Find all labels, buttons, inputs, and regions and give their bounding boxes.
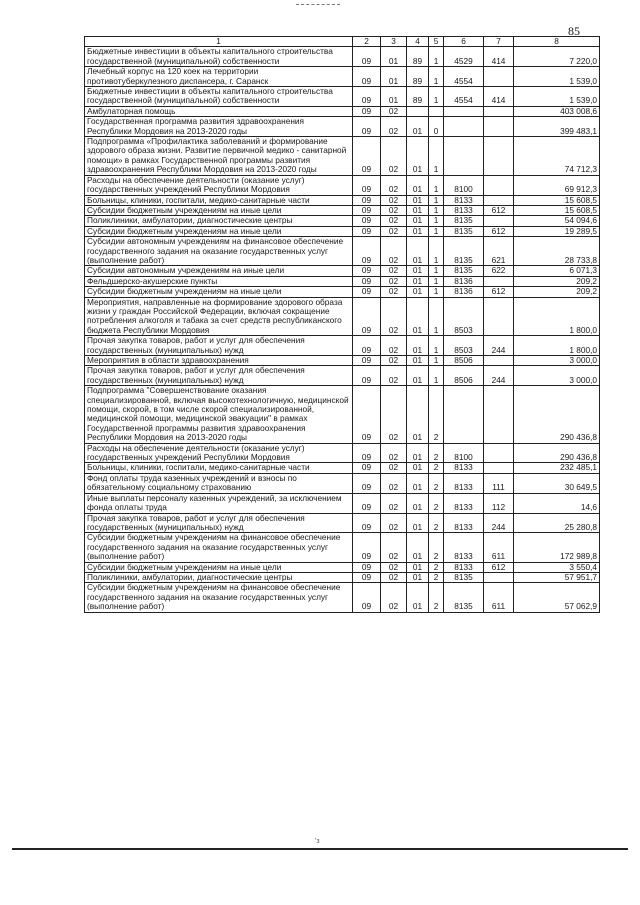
cell-target-code: 8133 bbox=[444, 562, 484, 572]
cell-subsection: 02 bbox=[381, 583, 407, 612]
cell-section: 09 bbox=[353, 386, 381, 443]
cell-amount: 3 000,0 bbox=[514, 366, 600, 386]
cell-section: 09 bbox=[353, 117, 381, 137]
cell-subprogram: 2 bbox=[429, 583, 444, 612]
cell-amount: 19 289,5 bbox=[514, 226, 600, 236]
cell-section: 09 bbox=[353, 356, 381, 366]
cell-amount: 3 550,4 bbox=[514, 562, 600, 572]
cell-section: 09 bbox=[353, 473, 381, 493]
cell-target-code: 8100 bbox=[444, 443, 484, 463]
cell-program: 89 bbox=[407, 87, 429, 107]
cell-expense-type bbox=[484, 67, 514, 87]
cell-section: 09 bbox=[353, 583, 381, 612]
cell-program: 01 bbox=[407, 463, 429, 473]
cell-program: 01 bbox=[407, 205, 429, 215]
cell-subsection: 02 bbox=[381, 175, 407, 195]
cell-section: 09 bbox=[353, 266, 381, 276]
cell-section: 09 bbox=[353, 493, 381, 513]
cell-expense-type: 244 bbox=[484, 513, 514, 533]
header-col-6: 6 bbox=[444, 37, 484, 47]
cell-target-code: 8133 bbox=[444, 195, 484, 205]
cell-subprogram: 1 bbox=[429, 195, 444, 205]
cell-target-code: 8135 bbox=[444, 572, 484, 582]
table-row bbox=[85, 276, 600, 286]
cell-amount: 1 800,0 bbox=[514, 297, 600, 336]
cell-subprogram: 2 bbox=[429, 533, 444, 562]
cell-section: 09 bbox=[353, 87, 381, 107]
header-col-7: 7 bbox=[484, 37, 514, 47]
table-row bbox=[85, 572, 600, 582]
table-row bbox=[85, 195, 600, 205]
cell-subsection: 02 bbox=[381, 562, 407, 572]
cell-section: 09 bbox=[353, 106, 381, 116]
cell-amount: 209,2 bbox=[514, 276, 600, 286]
table-row bbox=[85, 386, 600, 443]
cell-subsection: 02 bbox=[381, 276, 407, 286]
cell-amount: 1 539,0 bbox=[514, 87, 600, 107]
cell-amount: 6 071,3 bbox=[514, 266, 600, 276]
cell-amount: 15 608,5 bbox=[514, 205, 600, 215]
cell-section: 09 bbox=[353, 237, 381, 266]
cell-name: Субсидии бюджетным учреждениям на финансовое обеспечение государственного задания на оказание государственных услуг (выполнение работ) bbox=[85, 583, 353, 612]
cell-subprogram: 1 bbox=[429, 87, 444, 107]
cell-expense-type: 244 bbox=[484, 336, 514, 356]
cell-subprogram: 1 bbox=[429, 297, 444, 336]
cell-amount: 403 008,6 bbox=[514, 106, 600, 116]
cell-program bbox=[407, 106, 429, 116]
cell-subsection: 02 bbox=[381, 443, 407, 463]
cell-name: Прочая закупка товаров, работ и услуг для обеспечения государственных (муниципальных) нужд bbox=[85, 513, 353, 533]
cell-target-code: 8133 bbox=[444, 493, 484, 513]
cell-subprogram: 0 bbox=[429, 117, 444, 137]
cell-section: 09 bbox=[353, 336, 381, 356]
cell-program: 01 bbox=[407, 266, 429, 276]
cell-program: 01 bbox=[407, 572, 429, 582]
table-row bbox=[85, 473, 600, 493]
cell-section: 09 bbox=[353, 175, 381, 195]
cell-program: 01 bbox=[407, 276, 429, 286]
cell-program: 01 bbox=[407, 336, 429, 356]
table-row bbox=[85, 67, 600, 87]
cell-target-code: 8503 bbox=[444, 336, 484, 356]
cell-expense-type: 244 bbox=[484, 366, 514, 386]
cell-amount: 30 649,5 bbox=[514, 473, 600, 493]
cell-section: 09 bbox=[353, 463, 381, 473]
table-row bbox=[85, 175, 600, 195]
cell-subsection: 02 bbox=[381, 237, 407, 266]
cell-target-code: 8133 bbox=[444, 205, 484, 215]
cell-subsection: 02 bbox=[381, 195, 407, 205]
cell-amount: 14,6 bbox=[514, 493, 600, 513]
cell-program: 01 bbox=[407, 366, 429, 386]
cell-target-code: 8135 bbox=[444, 237, 484, 266]
cell-program: 01 bbox=[407, 137, 429, 176]
cell-amount: 54 094,6 bbox=[514, 216, 600, 226]
cell-program: 01 bbox=[407, 297, 429, 336]
table-row bbox=[85, 226, 600, 236]
cell-name: Субсидии бюджетным учреждениям на иные цели bbox=[85, 562, 353, 572]
cell-section: 09 bbox=[353, 443, 381, 463]
cell-section: 09 bbox=[353, 366, 381, 386]
cell-program: 01 bbox=[407, 356, 429, 366]
cell-program: 01 bbox=[407, 237, 429, 266]
cell-program: 01 bbox=[407, 562, 429, 572]
cell-target-code: 8135 bbox=[444, 583, 484, 612]
cell-subprogram: 1 bbox=[429, 137, 444, 176]
table-row bbox=[85, 463, 600, 473]
table-row bbox=[85, 336, 600, 356]
cell-section: 09 bbox=[353, 572, 381, 582]
cell-subprogram: 2 bbox=[429, 463, 444, 473]
cell-amount: 25 280,8 bbox=[514, 513, 600, 533]
table-body bbox=[85, 47, 600, 612]
cell-name: Субсидии бюджетным учреждениям на финансовое обеспечение государственного задания на оказание государственных услуг (выполнение работ) bbox=[85, 533, 353, 562]
cell-expense-type: 414 bbox=[484, 47, 514, 67]
table-header-row bbox=[85, 37, 600, 47]
cell-program: 01 bbox=[407, 386, 429, 443]
cell-subprogram: 2 bbox=[429, 386, 444, 443]
cell-amount: 69 912,3 bbox=[514, 175, 600, 195]
table-row bbox=[85, 137, 600, 176]
cell-amount: 172 989,8 bbox=[514, 533, 600, 562]
cell-subsection: 02 bbox=[381, 106, 407, 116]
cell-target-code: 8133 bbox=[444, 473, 484, 493]
cell-target-code: 4554 bbox=[444, 67, 484, 87]
cell-amount: 1 800,0 bbox=[514, 336, 600, 356]
cell-name: Мероприятия, направленные на формирование здорового образа жизни у граждан Российской Федерации, включая сокращение потребления алкоголя и табака за счет средств республиканского бюджета Республики Мордовия bbox=[85, 297, 353, 336]
cell-target-code: 8135 bbox=[444, 266, 484, 276]
cell-subprogram: 1 bbox=[429, 175, 444, 195]
table-row bbox=[85, 356, 600, 366]
table-row bbox=[85, 297, 600, 336]
cell-expense-type: 111 bbox=[484, 473, 514, 493]
cell-target-code: 8506 bbox=[444, 356, 484, 366]
cell-expense-type: 621 bbox=[484, 237, 514, 266]
cell-section: 09 bbox=[353, 513, 381, 533]
cell-program: 01 bbox=[407, 117, 429, 137]
table-row bbox=[85, 216, 600, 226]
table-row bbox=[85, 237, 600, 266]
header-col-8: 8 bbox=[514, 37, 600, 47]
cell-name: Больницы, клиники, госпитали, медико-санитарные части bbox=[85, 195, 353, 205]
cell-subsection: 02 bbox=[381, 117, 407, 137]
cell-subsection: 02 bbox=[381, 386, 407, 443]
cell-subprogram: 2 bbox=[429, 572, 444, 582]
cell-subprogram: 1 bbox=[429, 276, 444, 286]
header-col-1: 1 bbox=[85, 37, 353, 47]
cell-amount: 28 733,8 bbox=[514, 237, 600, 266]
cell-name: Субсидии бюджетным учреждениям на иные цели bbox=[85, 205, 353, 215]
cell-subprogram: 1 bbox=[429, 356, 444, 366]
cell-name: Поликлиники, амбулатории, диагностические центры bbox=[85, 572, 353, 582]
cell-subsection: 02 bbox=[381, 366, 407, 386]
table-row bbox=[85, 287, 600, 297]
cell-program: 01 bbox=[407, 493, 429, 513]
cell-amount: 1 539,0 bbox=[514, 67, 600, 87]
table-row bbox=[85, 366, 600, 386]
cell-program: 01 bbox=[407, 513, 429, 533]
cell-section: 09 bbox=[353, 533, 381, 562]
cell-target-code: 8136 bbox=[444, 287, 484, 297]
cell-target-code bbox=[444, 106, 484, 116]
table-row bbox=[85, 493, 600, 513]
cell-subsection: 02 bbox=[381, 473, 407, 493]
cell-name: Прочая закупка товаров, работ и услуг для обеспечения государственных (муниципальных) нужд bbox=[85, 366, 353, 386]
cell-subsection: 02 bbox=[381, 336, 407, 356]
cell-target-code: 8506 bbox=[444, 366, 484, 386]
cell-subprogram: 1 bbox=[429, 67, 444, 87]
cell-name: Фонд оплаты труда казенных учреждений и взносы по обязательному социальному страхованию bbox=[85, 473, 353, 493]
cell-section: 09 bbox=[353, 205, 381, 215]
cell-subsection: 02 bbox=[381, 513, 407, 533]
cell-expense-type bbox=[484, 572, 514, 582]
cell-subprogram: 2 bbox=[429, 443, 444, 463]
cell-expense-type bbox=[484, 386, 514, 443]
header-col-4: 4 bbox=[407, 37, 429, 47]
cell-name: Государственная программа развития здравоохранения Республики Мордовия на 2013-2020 годы bbox=[85, 117, 353, 137]
table-row bbox=[85, 117, 600, 137]
cell-expense-type: 112 bbox=[484, 493, 514, 513]
cell-section: 09 bbox=[353, 562, 381, 572]
cell-program: 01 bbox=[407, 583, 429, 612]
cell-subsection: 01 bbox=[381, 87, 407, 107]
cell-subsection: 02 bbox=[381, 297, 407, 336]
cell-target-code bbox=[444, 117, 484, 137]
cell-expense-type bbox=[484, 297, 514, 336]
cell-expense-type: 414 bbox=[484, 87, 514, 107]
cell-subsection: 02 bbox=[381, 226, 407, 236]
cell-program: 01 bbox=[407, 533, 429, 562]
cell-program: 01 bbox=[407, 226, 429, 236]
cell-target-code: 8135 bbox=[444, 216, 484, 226]
cell-target-code: 4529 bbox=[444, 47, 484, 67]
cell-subsection: 02 bbox=[381, 287, 407, 297]
cell-amount: 57 951,7 bbox=[514, 572, 600, 582]
cell-section: 09 bbox=[353, 287, 381, 297]
cell-name: Подпрограмма «Профилактика заболеваний и формирование здорового образа жизни. Развитие первичной медико - санитарной помощи» в рамках Государственной программы развития здравоохранения Республики Мордовия на 2013-2020 годы bbox=[85, 137, 353, 176]
table-row bbox=[85, 47, 600, 67]
cell-expense-type bbox=[484, 195, 514, 205]
cell-subprogram: 2 bbox=[429, 493, 444, 513]
cell-expense-type bbox=[484, 137, 514, 176]
cell-program: 01 bbox=[407, 473, 429, 493]
cell-target-code: 8133 bbox=[444, 513, 484, 533]
cell-name: Поликлиники, амбулатории, диагностические центры bbox=[85, 216, 353, 226]
cell-subsection: 01 bbox=[381, 47, 407, 67]
cell-section: 09 bbox=[353, 47, 381, 67]
cell-target-code: 8133 bbox=[444, 463, 484, 473]
cell-subsection: 02 bbox=[381, 572, 407, 582]
table-row bbox=[85, 533, 600, 562]
cell-section: 09 bbox=[353, 226, 381, 236]
cell-program: 01 bbox=[407, 216, 429, 226]
footer-rule bbox=[12, 848, 628, 850]
cell-expense-type: 611 bbox=[484, 533, 514, 562]
cell-amount: 74 712,3 bbox=[514, 137, 600, 176]
cell-expense-type: 612 bbox=[484, 205, 514, 215]
cell-subsection: 02 bbox=[381, 356, 407, 366]
cell-target-code: 8135 bbox=[444, 226, 484, 236]
cell-section: 09 bbox=[353, 276, 381, 286]
cell-subsection: 02 bbox=[381, 533, 407, 562]
cell-section: 09 bbox=[353, 216, 381, 226]
cell-section: 09 bbox=[353, 67, 381, 87]
cell-expense-type bbox=[484, 443, 514, 463]
cell-amount: 290 436,8 bbox=[514, 443, 600, 463]
cell-subprogram: 1 bbox=[429, 47, 444, 67]
cell-subprogram: 1 bbox=[429, 366, 444, 386]
cell-subprogram: 1 bbox=[429, 336, 444, 356]
cell-amount: 15 608,5 bbox=[514, 195, 600, 205]
header-col-2: 2 bbox=[353, 37, 381, 47]
cell-amount: 399 483,1 bbox=[514, 117, 600, 137]
cell-subprogram: 1 bbox=[429, 287, 444, 297]
cell-subprogram: 2 bbox=[429, 562, 444, 572]
cell-name: Прочая закупка товаров, работ и услуг для обеспечения государственных (муниципальных) нужд bbox=[85, 336, 353, 356]
cell-section: 09 bbox=[353, 195, 381, 205]
footer-mark: 'з bbox=[315, 838, 320, 845]
cell-subsection: 02 bbox=[381, 216, 407, 226]
cell-amount: 209,2 bbox=[514, 287, 600, 297]
cell-expense-type bbox=[484, 216, 514, 226]
cell-target-code bbox=[444, 386, 484, 443]
cell-name: Расходы на обеспечение деятельности (оказание услуг) государственных учреждений Республики Мордовия bbox=[85, 175, 353, 195]
cell-target-code: 8503 bbox=[444, 297, 484, 336]
cell-program: 01 bbox=[407, 443, 429, 463]
cell-name: Лечебный корпус на 120 коек на территории противотуберкулезного диспансера, г. Саранск bbox=[85, 67, 353, 87]
cell-expense-type bbox=[484, 356, 514, 366]
cell-expense-type bbox=[484, 276, 514, 286]
cell-expense-type bbox=[484, 106, 514, 116]
cell-subprogram: 2 bbox=[429, 473, 444, 493]
cell-name: Бюджетные инвестиции в объекты капитального строительства государственной (муниципальной) собственности bbox=[85, 87, 353, 107]
cell-subprogram: 2 bbox=[429, 513, 444, 533]
cell-subsection: 02 bbox=[381, 463, 407, 473]
cell-program: 01 bbox=[407, 175, 429, 195]
cell-program: 01 bbox=[407, 195, 429, 205]
table-row bbox=[85, 106, 600, 116]
cell-program: 01 bbox=[407, 287, 429, 297]
cell-target-code bbox=[444, 137, 484, 176]
cell-subsection: 02 bbox=[381, 205, 407, 215]
cell-expense-type: 611 bbox=[484, 583, 514, 612]
cell-section: 09 bbox=[353, 297, 381, 336]
cell-amount: 57 062,9 bbox=[514, 583, 600, 612]
cell-expense-type bbox=[484, 175, 514, 195]
cell-amount: 7 220,0 bbox=[514, 47, 600, 67]
page-number: 85 bbox=[568, 24, 580, 38]
budget-table bbox=[84, 36, 600, 613]
cell-expense-type: 622 bbox=[484, 266, 514, 276]
cell-name: Субсидии бюджетным учреждениям на иные цели bbox=[85, 226, 353, 236]
table-row bbox=[85, 443, 600, 463]
table-row bbox=[85, 513, 600, 533]
cell-target-code: 8133 bbox=[444, 533, 484, 562]
cell-name: Больницы, клиники, госпитали, медико-санитарные части bbox=[85, 463, 353, 473]
cell-expense-type bbox=[484, 117, 514, 137]
top-edge-mark bbox=[296, 4, 340, 5]
cell-name: Фельдшерско-акушерские пункты bbox=[85, 276, 353, 286]
cell-expense-type: 612 bbox=[484, 287, 514, 297]
cell-expense-type: 612 bbox=[484, 226, 514, 236]
header-col-3: 3 bbox=[381, 37, 407, 47]
cell-subprogram: 1 bbox=[429, 226, 444, 236]
cell-subsection: 02 bbox=[381, 137, 407, 176]
cell-expense-type: 612 bbox=[484, 562, 514, 572]
cell-subsection: 02 bbox=[381, 266, 407, 276]
cell-subprogram: 1 bbox=[429, 266, 444, 276]
cell-program: 89 bbox=[407, 67, 429, 87]
cell-expense-type bbox=[484, 463, 514, 473]
cell-amount: 232 485,1 bbox=[514, 463, 600, 473]
cell-subprogram: 1 bbox=[429, 237, 444, 266]
header-col-5: 5 bbox=[429, 37, 444, 47]
cell-amount: 290 436,8 bbox=[514, 386, 600, 443]
cell-name: Субсидии бюджетным учреждениям на иные цели bbox=[85, 287, 353, 297]
cell-section: 09 bbox=[353, 137, 381, 176]
cell-amount: 3 000,0 bbox=[514, 356, 600, 366]
cell-subprogram: 1 bbox=[429, 205, 444, 215]
cell-name: Расходы на обеспечение деятельности (оказание услуг) государственных учреждений Республики Мордовия bbox=[85, 443, 353, 463]
cell-program: 89 bbox=[407, 47, 429, 67]
table-row bbox=[85, 583, 600, 612]
table-row bbox=[85, 562, 600, 572]
cell-name: Подпрограмма "Совершенствование оказания специализированной, включая высокотехнологичную, медицинской помощи, скорой, в том числе скорой специализированной, медицинской помощи, медицинской эвакуации" в рамках Государственной программы развития здравоохранения Республики Мордовия на 2013-2020 годы bbox=[85, 386, 353, 443]
cell-name: Амбулаторная помощь bbox=[85, 106, 353, 116]
cell-subprogram: 1 bbox=[429, 216, 444, 226]
cell-name: Субсидии автономным учреждениям на финансовое обеспечение государственного задания на оказание государственных услуг (выполнение работ) bbox=[85, 237, 353, 266]
table-row bbox=[85, 205, 600, 215]
cell-name: Субсидии автономным учреждениям на иные цели bbox=[85, 266, 353, 276]
cell-subsection: 01 bbox=[381, 67, 407, 87]
table-row bbox=[85, 266, 600, 276]
cell-subsection: 02 bbox=[381, 493, 407, 513]
cell-target-code: 8136 bbox=[444, 276, 484, 286]
cell-name: Бюджетные инвестиции в объекты капитального строительства государственной (муниципальной) собственности bbox=[85, 47, 353, 67]
cell-target-code: 4554 bbox=[444, 87, 484, 107]
table-row bbox=[85, 87, 600, 107]
cell-name: Иные выплаты персоналу казенных учреждений, за исключением фонда оплаты труда bbox=[85, 493, 353, 513]
cell-name: Мероприятия в области здравоохранения bbox=[85, 356, 353, 366]
cell-target-code: 8100 bbox=[444, 175, 484, 195]
cell-subprogram bbox=[429, 106, 444, 116]
